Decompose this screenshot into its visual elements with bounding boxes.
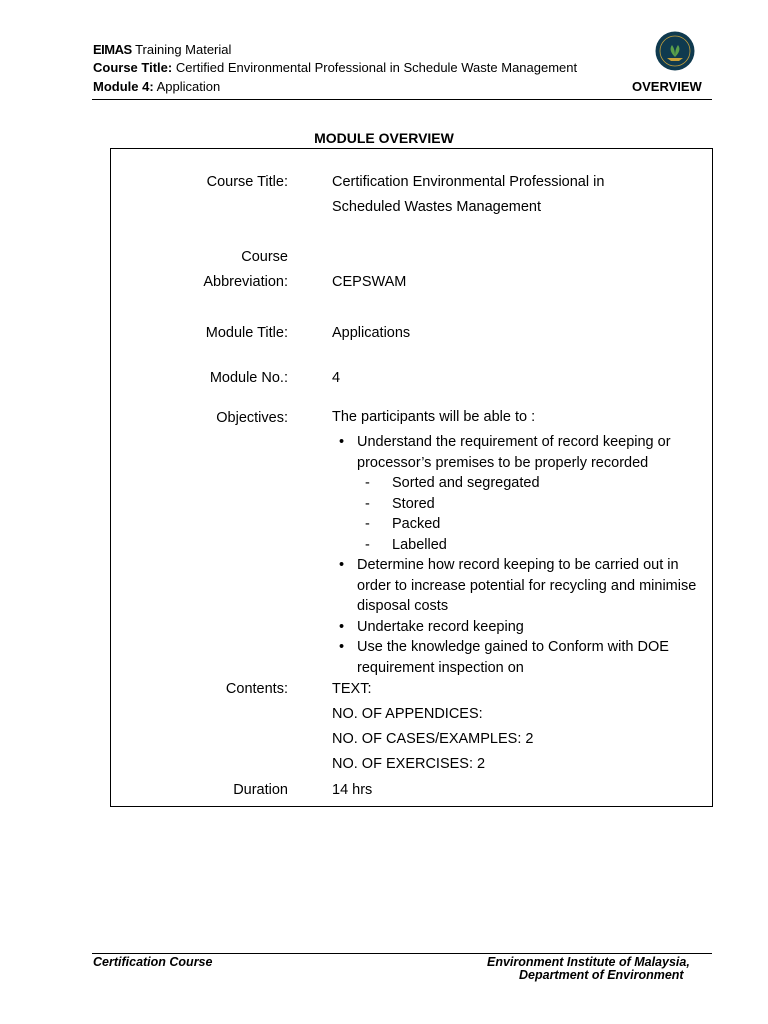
course-title-value-line2: Scheduled Wastes Management [332, 199, 542, 215]
sub-objective-item: - Stored [357, 494, 707, 515]
footer-left: Certification Course [93, 955, 213, 969]
objectives-intro: The participants will be able to : [332, 409, 536, 425]
abbreviation-value: CEPSWAM [332, 274, 407, 290]
objective-item: • Use the knowledge gained to Conform with DOE requirement inspection on [332, 637, 707, 678]
contents-item: NO. OF APPENDICES: [332, 706, 483, 722]
objectives-list [332, 432, 707, 678]
module-label: Module 4: [93, 79, 154, 94]
objective-item: • Undertake record keeping [332, 617, 707, 638]
sub-objective-item: - Packed [357, 514, 707, 535]
contents-item: NO. OF EXERCISES: 2 [332, 756, 486, 772]
material-label: Training Material [135, 42, 232, 57]
sub-objective-item: - Labelled [357, 535, 707, 556]
header-rule [92, 99, 712, 100]
header-line-3 [93, 78, 220, 96]
course-title-field-label: Course Title: [206, 174, 288, 190]
module-no-value: 4 [332, 370, 341, 386]
module-no-label: Module No.: [209, 370, 288, 386]
course-title-label: Course Title: [93, 60, 173, 75]
course-title: Certified Environmental Professional in Schedule Waste Management [175, 60, 578, 75]
footer-rule [92, 953, 712, 954]
footer-right-line2: Department of Environment [519, 968, 684, 982]
duration-label: Duration [233, 782, 288, 798]
objectives-block [332, 407, 707, 678]
header-line-1 [93, 41, 231, 59]
eimas-logo [655, 31, 695, 71]
module-name: Application [156, 79, 221, 94]
header-line-2 [93, 59, 577, 77]
sub-objectives-list [357, 473, 707, 555]
contents-label: Contents: [225, 681, 288, 697]
contents-item: NO. OF CASES/EXAMPLES: 2 [332, 731, 534, 747]
document-title: MODULE OVERVIEW [314, 130, 454, 146]
objectives-label: Objectives: [216, 410, 288, 426]
duration-value: 14 hrs [332, 782, 373, 798]
contents-item: TEXT: [332, 681, 372, 697]
objective-item: • Understand the requirement of record keeping or processor’s premises to be properly recorded - Sorted and segregated - Stored - Packed - Labelled [332, 432, 707, 555]
org-name: EIMAS [93, 42, 132, 57]
footer-right-line1: Environment Institute of Malaysia, [487, 955, 690, 969]
module-title-value: Applications [332, 325, 411, 341]
section-name: OVERVIEW [632, 79, 702, 94]
objective-item: • Determine how record keeping to be carried out in order to increase potential for recycling and minimise disposal costs [332, 555, 707, 617]
sub-objective-item: - Sorted and segregated [357, 473, 707, 494]
module-title-label: Module Title: [205, 325, 288, 341]
abbreviation-label-line2: Abbreviation: [203, 274, 288, 290]
course-title-value-line1: Certification Environmental Professional in [332, 174, 605, 190]
abbreviation-label-line1: Course [241, 249, 288, 265]
